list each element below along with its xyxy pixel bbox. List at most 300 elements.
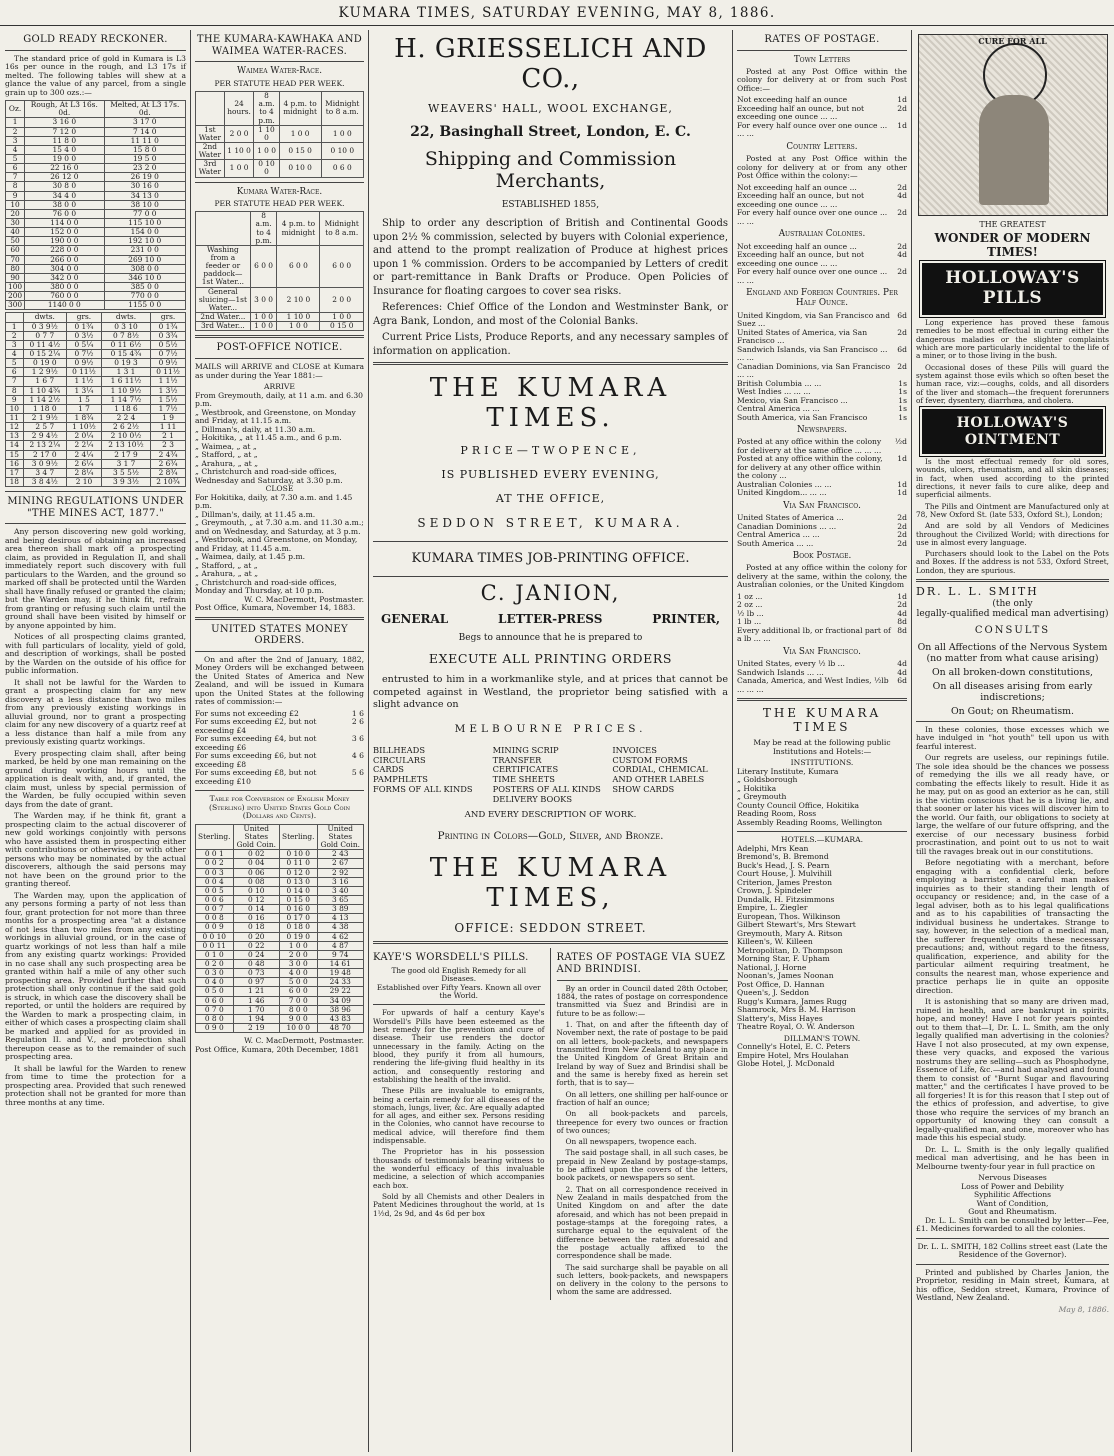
list-item: FORMS OF ALL KINDS — [373, 783, 473, 794]
table-cell: 2 19 — [233, 1023, 279, 1032]
table-cell: 29 22 — [317, 987, 363, 996]
table-cell: 11 8 0 — [25, 136, 104, 145]
melted-header: Melted, At L3 17s. 0d. — [104, 101, 186, 118]
table-cell: 1 6 11½ — [101, 377, 150, 386]
close-heading: CLOSE — [265, 484, 294, 493]
rate-row — [195, 769, 364, 786]
rate-label: Not exceeding half an ounce — [737, 95, 848, 105]
viasf2-rates — [737, 660, 907, 694]
rate-value: 5 6 — [351, 768, 364, 778]
table-cell: 0 7½ — [67, 349, 102, 358]
rate-value: 4d — [897, 191, 907, 201]
table-cell: 1 14 2½ — [23, 395, 66, 404]
consults-3: On all diseases arising from early indiscretions; — [932, 680, 1093, 703]
table-cell: 4 13 — [317, 914, 363, 923]
rate-value: 2d — [897, 103, 907, 113]
mining-p7: It shall be lawful for the Warden to renew from time to time the protection for a prospecting area. Provided that such renewed protection shall not be granted for more than three months at any time. — [5, 1063, 186, 1107]
table-cell: 1 18 0 — [23, 404, 66, 413]
table-cell: 0 14 0 — [280, 886, 318, 895]
rate-label: For sums exceeding £4, but not exceeding £6 — [195, 734, 317, 752]
table-cell: 7 0 0 — [280, 996, 318, 1005]
rate-label: Not exceeding half an ounce ... — [737, 241, 857, 251]
suez-p5: On all newspapers, twopence each. — [565, 1137, 697, 1147]
table-cell: 2 4¾ — [151, 450, 186, 459]
column-rule — [368, 30, 369, 1452]
rate-label: Central America ... ... — [737, 530, 820, 540]
items-col-a — [373, 746, 489, 804]
kumara-race-table — [195, 211, 364, 331]
table-cell: 17 — [6, 468, 24, 477]
rate-label: Posted at any office within the colony for delivery at the same office ... ... ... — [737, 437, 882, 455]
rate-row — [737, 192, 907, 209]
table-cell: 228 0 0 — [25, 246, 104, 255]
table-cell: 48 70 — [317, 1023, 363, 1032]
waimea-header — [196, 92, 364, 126]
table-header-cell: 8 a.m. to 4 p.m. — [254, 92, 279, 126]
postage-title: RATES OF POSTAGE. — [764, 34, 880, 45]
dr-legal: legally-qualified medical man advertising) — [916, 609, 1109, 620]
rate-value: 2d — [897, 521, 907, 531]
printer-word: PRINTER, — [652, 612, 720, 627]
rate-row — [737, 610, 907, 619]
table-cell: 0 5 0 — [196, 987, 234, 996]
table-cell: 7 12 0 — [25, 127, 104, 136]
divider — [373, 541, 728, 542]
list-item: CIRCULARS — [373, 754, 426, 765]
suez-p8: The said surcharge shall be payable on all such letters, book-packets, and newspapers on delivery in the colony to the persons to whom the same are addressed. — [556, 1262, 728, 1297]
town-text: Posted at any Post Office within the colony for delivery at or from such Post Office:— — [737, 66, 907, 93]
aus-rates — [737, 243, 907, 286]
mining-p5: The Warden may, if he think fit, grant a prospecting claim to the actual discoverer of new gold workings conjointly with persons who have assisted them in prospecting either with contributions or otherwise, or with other persons who may be nominated by the actual discoverers, although the said persons may not have been on the ground prior to the granting thereof. — [5, 811, 186, 889]
table-cell: 2 8¼ — [67, 468, 102, 477]
post-intro: MAILS will ARRIVE and CLOSE at Kumara as under during the Year 1881:— — [195, 362, 364, 380]
table-cell: 0 12 — [233, 896, 279, 905]
list-item: Buck's Head, J. S. Pearn — [737, 860, 830, 870]
table-cell: 3 0 0 — [250, 287, 277, 312]
table-cell: 11 11 0 — [104, 136, 186, 145]
griesselich-trade: Shipping and Commission Merchants, — [424, 148, 677, 193]
table-cell: 0 73 — [233, 969, 279, 978]
table-cell: 0 0 11 — [196, 941, 234, 950]
close-list — [195, 494, 364, 596]
table-cell: Washing from a feeder or paddock—1st Water... — [196, 245, 251, 287]
rate-value: 2d — [897, 361, 907, 371]
rate-value: 1s — [898, 404, 907, 414]
oz-header: Oz. — [6, 101, 25, 118]
table-cell: 26 12 0 — [25, 173, 104, 182]
oint-p2: The Pills and Ointment are Manufactured only at 78, New Oxford St. (late 533, Oxford St.), London; — [916, 501, 1109, 519]
table-cell: 200 — [6, 292, 25, 301]
table-cell: 0 11½ — [151, 368, 186, 377]
table-cell: 2 13 2¼ — [23, 441, 66, 450]
table-cell: 0 15 4¾ — [101, 349, 150, 358]
table-cell: 3 1 7 — [101, 459, 150, 468]
table-cell: 2 1 9½ — [23, 413, 66, 422]
table-header-cell: 24 hours. — [224, 92, 254, 126]
table-row — [6, 118, 186, 127]
oint-p4: Purchasers should look to the Label on the Pots and Boxes. If the address is not 533, Oxford Street, London, they are spurious. — [916, 549, 1109, 575]
list-item: TIME SHEETS — [492, 774, 555, 785]
table-header-cell: grs. — [151, 313, 186, 322]
table-cell: 0 02 — [233, 850, 279, 859]
every-description: AND EVERY DESCRIPTION OF WORK. — [464, 810, 637, 821]
table-cell: 385 0 0 — [104, 283, 186, 292]
list-item: POSTERS OF ALL KINDS — [492, 783, 601, 794]
town-heading: Town Letters — [793, 54, 851, 65]
divider — [195, 182, 364, 183]
table-cell: 1 0 0 — [254, 143, 279, 160]
table-cell: 0 6 0 — [321, 160, 363, 177]
table-cell: 30 — [6, 219, 25, 228]
table-cell: 4 38 — [317, 923, 363, 932]
water-title: THE KUMARA-KAWHAKA AND WAIMEA WATER-RACES. — [196, 34, 363, 57]
job-printing-office: KUMARA TIMES JOB-PRINTING OFFICE. — [411, 551, 690, 567]
table-cell: 0 3 9½ — [23, 322, 66, 331]
table-cell: 18 — [6, 477, 24, 486]
rate-value: 1s — [898, 378, 907, 388]
janion-name: C. JANION, — [480, 580, 621, 605]
table-cell: 80 — [6, 264, 25, 273]
divider — [195, 358, 364, 359]
dillman-heading: DILLMAN'S TOWN. — [783, 1033, 861, 1043]
list-item: „ Hokitika — [737, 783, 777, 793]
imprint: Printed and published by Charles Janion, the Proprietor, residing in Main street, Kumara, at his office, Seddon street, Kumara, Province of Westland, New Zealand. — [916, 1267, 1109, 1303]
rate-label: United States, every ½ lb ... — [737, 659, 845, 669]
table-cell: 14 61 — [317, 959, 363, 968]
mining-p2: Notices of all prospecting claims granted, with full particulars of locality, yield of gold, and description of workings, shall be posted by the Warden on the outside of his office for public information. — [5, 632, 186, 676]
table-cell: 0 0 1 — [196, 850, 234, 859]
table-cell: 0 2 0 — [196, 959, 234, 968]
table-cell: 9 — [6, 395, 24, 404]
column-1 — [2, 30, 189, 1450]
table-cell: 16 — [6, 459, 24, 468]
column-rule — [911, 30, 912, 1452]
table-cell: 10 — [6, 404, 24, 413]
book-text: Posted at any office within the colony for delivery at the same, within the colony, the Australian colonies, or the United Kingdom — [737, 563, 907, 590]
table-cell: 0 13 0 — [280, 877, 318, 886]
list-item: Post Office, D. Hannan — [737, 979, 825, 989]
list-item: Bremond's, B. Bremond — [737, 852, 829, 862]
table-cell: 1 — [6, 322, 24, 331]
table-row — [196, 932, 364, 941]
table-cell: 0 0 10 — [196, 932, 234, 941]
rate-value: 8d — [897, 625, 907, 635]
table-row — [6, 441, 186, 450]
table-cell: 300 — [6, 301, 25, 310]
divider — [5, 50, 186, 51]
dr-smith-heading: DR. L. L. SMITH — [916, 585, 1039, 599]
table-cell: 0 3 0 — [196, 969, 234, 978]
list-item: Connelly's Hotel, E. C. Peters — [737, 1042, 851, 1052]
table-row — [6, 331, 186, 340]
table-cell: 0 15 0 — [280, 896, 318, 905]
table-cell: 2 17 9 — [101, 450, 150, 459]
table-cell: 100 — [6, 283, 25, 292]
table-cell: 2 0¼ — [67, 432, 102, 441]
rate-row — [737, 312, 907, 329]
table-header-cell: dwts. — [101, 313, 150, 322]
kaye-title: KAYE'S WORSDELL'S PILLS. — [373, 952, 529, 964]
rate-row — [737, 414, 907, 423]
rate-label: Australian Colonies ... ... — [737, 479, 832, 489]
rate-label: United States of America, via San Francisco ... — [737, 327, 868, 346]
table-cell: 3 — [6, 340, 24, 349]
table-cell: 0 7 7 — [23, 331, 66, 340]
conversion-table — [195, 824, 364, 1033]
table-cell: 20 — [6, 209, 25, 218]
rate-label: Canada, America, and West Indies, ½lb ... ... ... — [737, 676, 889, 694]
list-item: „ Goldsborough — [737, 775, 798, 785]
rate-label: Sandwich Islands ... ... — [737, 667, 824, 677]
table-cell: 0 5¼ — [67, 340, 102, 349]
table-cell: 770 0 0 — [104, 292, 186, 301]
table-cell: 1 94 — [233, 1014, 279, 1023]
table-cell: 1 11 — [151, 423, 186, 432]
execute-orders: EXECUTE ALL PRINTING ORDERS — [428, 650, 673, 666]
table-cell: 2 3 — [151, 441, 186, 450]
table-row — [196, 923, 364, 932]
rate-label: West Indies ... ... ... — [737, 387, 811, 397]
list-item: „ Arahura, „ at „ — [195, 458, 259, 468]
rate-value: 2d — [897, 182, 907, 192]
table-cell: 12 — [6, 423, 24, 432]
table-cell: 2 92 — [317, 868, 363, 877]
list-item: National, J. Horne — [737, 962, 807, 972]
table-cell: 6 — [6, 368, 24, 377]
dwt-table — [5, 312, 186, 487]
waimea-table — [195, 91, 364, 177]
table-cell: 0 7 8½ — [101, 331, 150, 340]
list-item: „ Christchurch and road-side offices, Wednesday and Saturday, at 3.30 p.m. — [195, 467, 343, 485]
table-cell: 1 0 0 — [250, 313, 277, 322]
table-cell: 1 — [6, 118, 25, 127]
rate-row — [737, 209, 907, 226]
rate-label: For sums exceeding £8, but not exceeding £10 — [195, 768, 317, 786]
rate-value: 8d — [897, 617, 907, 627]
list-item: „ Greymouth, „ at 7.30 a.m. and 11.30 a.m.; and on Wednesday, and Saturday, at 3 p.m. — [195, 518, 364, 536]
table-header-cell: 8 a.m. to 4 p.m. — [250, 212, 277, 246]
table-cell: 4 — [6, 349, 24, 358]
table-cell: 0 1 0 — [196, 950, 234, 959]
rate-label: Exceeding half an ounce, but not exceeding one ounce ... ... — [737, 250, 865, 268]
mining-p1: Any person discovering new gold working, and being desirous of obtaining an increased area thereon shall mark off a prospecting claim, as provided in Regulation II, and shall immediately report such discovery with full particulars to the Warden, and the ground so marked off shall be protected until the Warden shall have finally refused or granted the claim; but the Warden may, if he think fit, refrain from granting or refusing such claim until the ground shall have been visited by himself or by anyone appointed by him. — [5, 527, 186, 630]
janion-entrusted: entrusted to him in a workmanlike style, and at prices that cannot be competed against in Westland, the proprietor being satisfied with a slight advance on — [373, 674, 728, 711]
money-title: UNITED STATES MONEY ORDERS. — [211, 623, 348, 647]
table-header-cell — [196, 212, 251, 246]
smith-l3: Syphilitic Affections — [973, 1190, 1051, 1200]
table-cell: 0 16 — [233, 914, 279, 923]
smith-address: Dr. L. L. SMITH, 182 Collins street east (Late the Residence of the Governor). — [917, 1241, 1108, 1260]
table-header-cell: Sterling. — [196, 824, 234, 849]
kaye-ad — [373, 948, 551, 1299]
table-cell: 26 19 0 — [104, 173, 186, 182]
table-cell: 0 24 — [233, 950, 279, 959]
table-cell: 7 14 0 — [104, 127, 186, 136]
smith-l1: Nervous Diseases — [978, 1173, 1047, 1183]
rate-label: For sums not exceeding £2 — [195, 708, 299, 718]
consults-4: On Gout; on Rheumatism. — [950, 705, 1075, 717]
table-cell: 308 0 0 — [104, 264, 186, 273]
rate-row — [737, 593, 907, 602]
list-item: Empire, L. Ziegler — [737, 903, 808, 913]
list-item: Theatre Royal, O. W. Anderson — [737, 1022, 855, 1032]
table-cell: 192 10 0 — [104, 237, 186, 246]
table-header-cell: United States Gold Coin. — [233, 824, 279, 849]
list-item: BILLHEADS — [373, 745, 426, 756]
list-item: Assembly Reading Rooms, Wellington — [737, 817, 883, 827]
table-cell: 3rd Water... — [196, 322, 251, 331]
list-item: Noonan's, James Noonan — [737, 971, 834, 981]
list-item: Gilbert Stewart's, Mrs Stewart — [737, 920, 856, 930]
list-item: Adelphi, Mrs Kean — [737, 843, 809, 853]
rate-label: For every half ounce over one ounce ... ... ... — [737, 267, 888, 285]
smith-l4: Want of Condition, — [976, 1198, 1049, 1208]
divider — [195, 651, 364, 652]
table-cell: 1 10 9½ — [101, 386, 150, 395]
table-cell: 1 0 0 — [224, 160, 254, 177]
table-cell: 2 6 2½ — [101, 423, 150, 432]
viasf2-heading: Via San Francisco. — [783, 646, 861, 657]
book-rates — [737, 593, 907, 644]
table-cell: 2 2¼ — [67, 441, 102, 450]
rate-label: 1 oz ... — [737, 591, 763, 601]
table-cell: 380 0 0 — [25, 283, 104, 292]
table-row — [196, 859, 364, 868]
table-cell: 3rd Water — [196, 160, 225, 177]
suez-p3: On all letters, one shilling per half-ounce or fraction of half an ounce; — [556, 1089, 728, 1107]
suez-p2: 1. That, on and after the fifteenth day of November next, the rate of postage to be paid on all letters, book-packets, and newspapers transmitted from New Zealand to any place in the United Kingdom of Great Britain and Ireland by way of Suez and Brindisi shall be and the same is hereby fixed as herein set forth, that is to say— — [556, 1020, 728, 1088]
date-stamp: May 8, 1886. — [1058, 1304, 1109, 1314]
table-cell: 2 10 — [67, 477, 102, 486]
table-cell: 0 15 2¼ — [23, 349, 66, 358]
table-cell: 0 0 3 — [196, 868, 234, 877]
rate-value: 4 6 — [351, 751, 364, 761]
rate-value: 6d — [897, 344, 907, 354]
list-item: PAMPHLETS — [373, 774, 428, 785]
mining-title: MINING REGULATIONS UNDER "THE MINES ACT, 1877." — [7, 496, 184, 519]
oint-p1: Is the most effectual remedy for old sores, wounds, ulcers, rheumatism, and all skin diseases; in fact, when used according to the printed directions, it never fails to cure alike, deep and superficial ailments. — [916, 457, 1109, 500]
rate-value: 1d — [897, 454, 907, 464]
rate-value: 2d — [897, 267, 907, 277]
table-cell: 0 10 0 — [254, 160, 279, 177]
table-cell: 19 5 0 — [104, 155, 186, 164]
list-item: Globe Hotel, J. McDonald — [737, 1059, 835, 1069]
table-cell: 1 0 0 — [279, 125, 321, 142]
rate-value: 2d — [897, 538, 907, 548]
rate-label: United Kingdom... ... ... — [737, 488, 827, 498]
table-cell: 0 0 4 — [196, 877, 234, 886]
table-cell: 0 18 0 — [280, 923, 318, 932]
table-cell: 304 0 0 — [25, 264, 104, 273]
divider — [195, 790, 364, 791]
rate-value: ½d — [894, 437, 907, 447]
rate-label: Sandwich Islands, via San Francisco ... ... ... — [737, 344, 888, 363]
table-cell: 6 0 0 — [280, 987, 318, 996]
rate-value: 6d — [897, 676, 907, 686]
gold-intro: The standard price of gold in Kumara is L3 16s per ounce in the rough, and L3 17s if melted. The following tables will shew at a glance the value of any parcel, from a single grain up to 300 ozs.:— — [5, 53, 186, 97]
table-header-cell: dwts. — [23, 313, 66, 322]
table-cell: 0 22 — [233, 941, 279, 950]
table-cell: 3 16 0 — [25, 118, 104, 127]
table-cell: 0 4 0 — [196, 978, 234, 987]
rate-label: Exceeding half an ounce, but not exceeding one ounce ... ... — [737, 191, 865, 209]
hygieia-figure-icon — [979, 95, 1049, 205]
list-item: County Council Office, Hokitika — [737, 800, 860, 810]
rate-row — [737, 677, 907, 694]
news-rates — [737, 438, 907, 498]
table-cell: 0 1¾ — [67, 322, 102, 331]
table-cell: 1 6 7 — [23, 377, 66, 386]
rate-label: For every half ounce over one ounce ... ... ... — [737, 208, 888, 226]
kaye-p4: Sold by all Chemists and other Dealers in Patent Medicines throughout the world, at 1s 1½d, 2s 9d, and 4s 6d per box — [373, 1191, 545, 1218]
gold-title: GOLD READY RECKONER. — [23, 34, 168, 45]
suez-p1: By an order in Council dated 28th October, 1884, the rates of postage on correspondence transmitted via Suez and Brindisi are in future to be as follow:— — [556, 983, 728, 1018]
rate-value: 2d — [897, 241, 907, 251]
table-cell: 2 2 4 — [101, 413, 150, 422]
rate-value: 3 6 — [351, 734, 364, 744]
table-cell: 1 5½ — [151, 395, 186, 404]
items-col-b — [493, 746, 609, 804]
table-header-cell: grs. — [67, 313, 102, 322]
table-cell: 40 — [6, 228, 25, 237]
rate-row — [737, 627, 907, 644]
table-cell: 0 12 0 — [280, 868, 318, 877]
table-cell: 3 9 3½ — [101, 477, 150, 486]
table-row — [196, 322, 364, 331]
table-cell: 0 6 0 — [196, 996, 234, 1005]
list-item: DELIVERY BOOKS — [492, 793, 573, 804]
rate-value: 1d — [897, 591, 907, 601]
divider — [373, 1004, 545, 1005]
kt-readers-text: May be read at the following public Institutions and Hotels:— — [753, 738, 891, 756]
rate-label: British Columbia ... ... — [737, 378, 822, 388]
table-cell: 1 46 — [233, 996, 279, 1005]
table-row — [196, 287, 364, 312]
table-cell: 0 11½ — [67, 368, 102, 377]
table-cell: 60 — [6, 246, 25, 255]
consults-1: On all Affections of the Nervous System (no matter from what cause arising) — [917, 641, 1108, 664]
rate-value: 4d — [897, 667, 907, 677]
table-cell: 1155 0 0 — [104, 301, 186, 310]
rate-label: United Kingdom, via San Francisco and Suez ... — [737, 310, 890, 329]
table-cell: 34 13 0 — [104, 191, 186, 200]
table-cell: 2 5 7 — [23, 423, 66, 432]
divider — [5, 523, 186, 524]
table-header-cell: 4 p.m. to midnight — [279, 92, 321, 126]
hotels-heading: HOTELS.—KUMARA. — [780, 835, 864, 845]
table-cell: 1 0 0 — [280, 941, 318, 950]
table-cell: 2 0 0 — [280, 950, 318, 959]
table-cell: 6 — [6, 164, 25, 173]
arrive-heading: ARRIVE — [264, 382, 295, 391]
consults-heading: CONSULTS — [974, 625, 1051, 636]
table-row — [6, 127, 186, 136]
table-cell: 0 9 0 — [196, 1023, 234, 1032]
list-item: Killeen's, W. Killeen — [737, 937, 813, 947]
table-cell: 6 0 0 — [320, 245, 364, 287]
table-cell: 2 6¾ — [151, 459, 186, 468]
table-cell: 1 0 0 — [321, 125, 363, 142]
table-cell: 0 19 0 — [280, 932, 318, 941]
aus-heading: Australian Colonies. — [778, 229, 866, 240]
table-row — [196, 1023, 364, 1032]
table-cell: 760 0 0 — [25, 292, 104, 301]
table-cell: 8 — [6, 386, 24, 395]
waimea-rows — [196, 125, 364, 177]
table-cell: 3 17 0 — [104, 118, 186, 127]
table-row — [6, 191, 186, 200]
kumara-race-sub: PER STATUTE HEAD PER WEEK. — [214, 198, 345, 208]
